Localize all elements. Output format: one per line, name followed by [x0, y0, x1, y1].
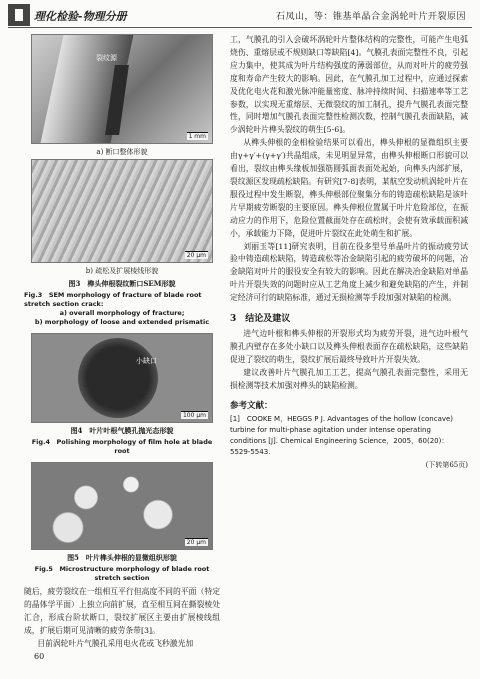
figure4-image	[31, 333, 213, 423]
body-paragraph-3: 刘丽玉等[11]研究表明，目前在役多型号单晶叶片的振动疲劳试验中铸造疏松缺陷，铸造疏松等冶金缺陷引起的疲劳破坏的问题，冶金缺陷对叶片的服役安全有较大的影响。因此在解决冶金缺陷对单晶叶片开裂失效的问题时应从工艺角度上减少和避免缺陷的产生，并制定经济可行的缺陷标准，通过无损检测等手段加强对缺陷的检测。	[230, 241, 468, 303]
references-title: 参考文献：	[230, 400, 273, 411]
figure3-caption-en-3: b) morphology of loose and extended prismatic	[34, 318, 210, 326]
journal-logo	[8, 4, 158, 26]
figure5-caption-en: Fig.5 Microstructure morphology of blade root stretch section	[34, 565, 210, 582]
left-column	[24, 34, 220, 651]
figure3-caption-en-1: Fig.3 SEM morphology of fracture of blade root stretch section crack:	[24, 291, 202, 308]
journal-title: 理化检验-物理分册	[34, 10, 127, 23]
figure3-caption-cn: 图3 榫头伸根裂纹断口SEM形貌	[68, 279, 176, 288]
figure3b-scale: 20 μm	[186, 252, 206, 259]
figure3a-image	[31, 34, 213, 144]
figure5-image	[31, 462, 213, 550]
reference-item: [1] COOKE M，HEGGS P J. Advantages of the hollow (concave) turbine for multi-phase agitation under intense operating conditions [J]. Chemical Engineering Science，2005，60(20)：5529-5543.	[230, 414, 454, 456]
continued-note: (下转第65页)	[425, 460, 468, 469]
small-notch-label: 小缺口	[136, 357, 157, 365]
figure3a-scale: 1 mm	[188, 133, 206, 140]
left-paragraph: 随后，疲劳裂纹在一组相互平行但高度不同的平面（特定的晶体学平面）上独立向前扩展，直至相互间在撕裂棱处汇合，形成台阶状断口，裂纹扩展区主要由扩展棱线组成，扩展后期可见清晰的疲劳条带[3]。	[24, 587, 220, 635]
running-head: 石凤山，等：锥基单晶合金涡轮叶片开裂原因	[275, 12, 466, 22]
crack-source-label: 裂纹源	[96, 54, 117, 62]
right-column	[230, 34, 468, 470]
header-rule	[8, 27, 472, 28]
page-number: 60	[34, 652, 45, 661]
figure3b-caption: b) 疏松及扩展棱线形貌	[85, 267, 159, 275]
figure5-caption-cn: 图5 叶片榫头伸根的显微组织形貌	[67, 553, 177, 562]
figure3a-caption: a) 断口整体形貌	[96, 148, 148, 156]
figure5-scale: 20 μm	[186, 539, 206, 546]
left-paragraph-2: 目前涡轮叶片气膜孔采用电火花或飞秒激光加	[37, 638, 194, 648]
conclusion-paragraph-2: 建议改善叶片气膜孔加工工艺，提高气膜孔表面完整性，采用无损检测等技术加强对榫头的缺陷检测。	[230, 367, 468, 390]
journal-logo-icon	[8, 4, 30, 26]
figure4-caption-en: Fig.4 Polishing morphology of film hole at blade root	[31, 438, 213, 455]
figure3-caption-en-2: a) overall morphology of fracture;	[59, 309, 185, 317]
figure4-scale: 100 μm	[182, 412, 206, 419]
section-title: 3 结论及建议	[230, 314, 291, 325]
figure3b-image	[31, 159, 213, 263]
conclusion-paragraph-1: 进气边叶根和榫头伸根的开裂形式均为疲劳开裂，进气边叶根气膜孔内壁存在多处小缺口以及榫头伸根表面存在疏松缺陷，这些缺陷促进了裂纹的萌生，裂纹扩展后最终导致叶片开裂失效。	[230, 329, 468, 364]
body-paragraph-1: 工，气膜孔的引入会破坏涡轮叶片整体结构的完整性，可能产生电弧烧伤、重熔层或不规则缺口等缺陷[4]。气膜孔表面完整性不良，引起应力集中，使其成为叶片结构强度的薄弱部位，从而对叶片的疲劳强度和寿命产生较大的影响。因此，在气膜孔加工过程中，应通过探索及优化电火花和激光脉冲能量密度、脉冲持续时间、扫描速率等工艺参数，以实现无重熔层、无微裂纹的加工制孔，提升气膜孔表面完整性，同时增加气膜孔表面完整性检测次数，控制气膜孔表面缺陷，减少涡轮叶片榫头裂纹的萌生[5-6]。	[230, 35, 468, 135]
figure4-caption-cn: 图4 叶片叶根气膜孔抛光态形貌	[70, 426, 174, 435]
body-paragraph-2: 从榫头伸根的金相检验结果可以看出，榫头伸根的显微组织主要由γ+γ′+(γ+γ′)共晶组成，未见明显异常，由榫头伸根断口形貌可以看出，裂纹由榫头缘板加强筋圆弧面表面处起始，向榫头内部扩展，裂纹源区发现疏松缺陷。有研究[7-8]表明，某航空发动机涡轮叶片在服役过程中发生断裂，榫头伸根部位聚集分布的铸造疏松缺陷是该叶片早期疲劳断裂的主要原因。榫头伸根位置属于叶片危险部位，在振动应力的作用下，危险位置截面处存在疏松时，会使有效承载面积减小，承载能力下降，促进叶片裂纹在此处萌生和扩展。	[230, 138, 468, 238]
